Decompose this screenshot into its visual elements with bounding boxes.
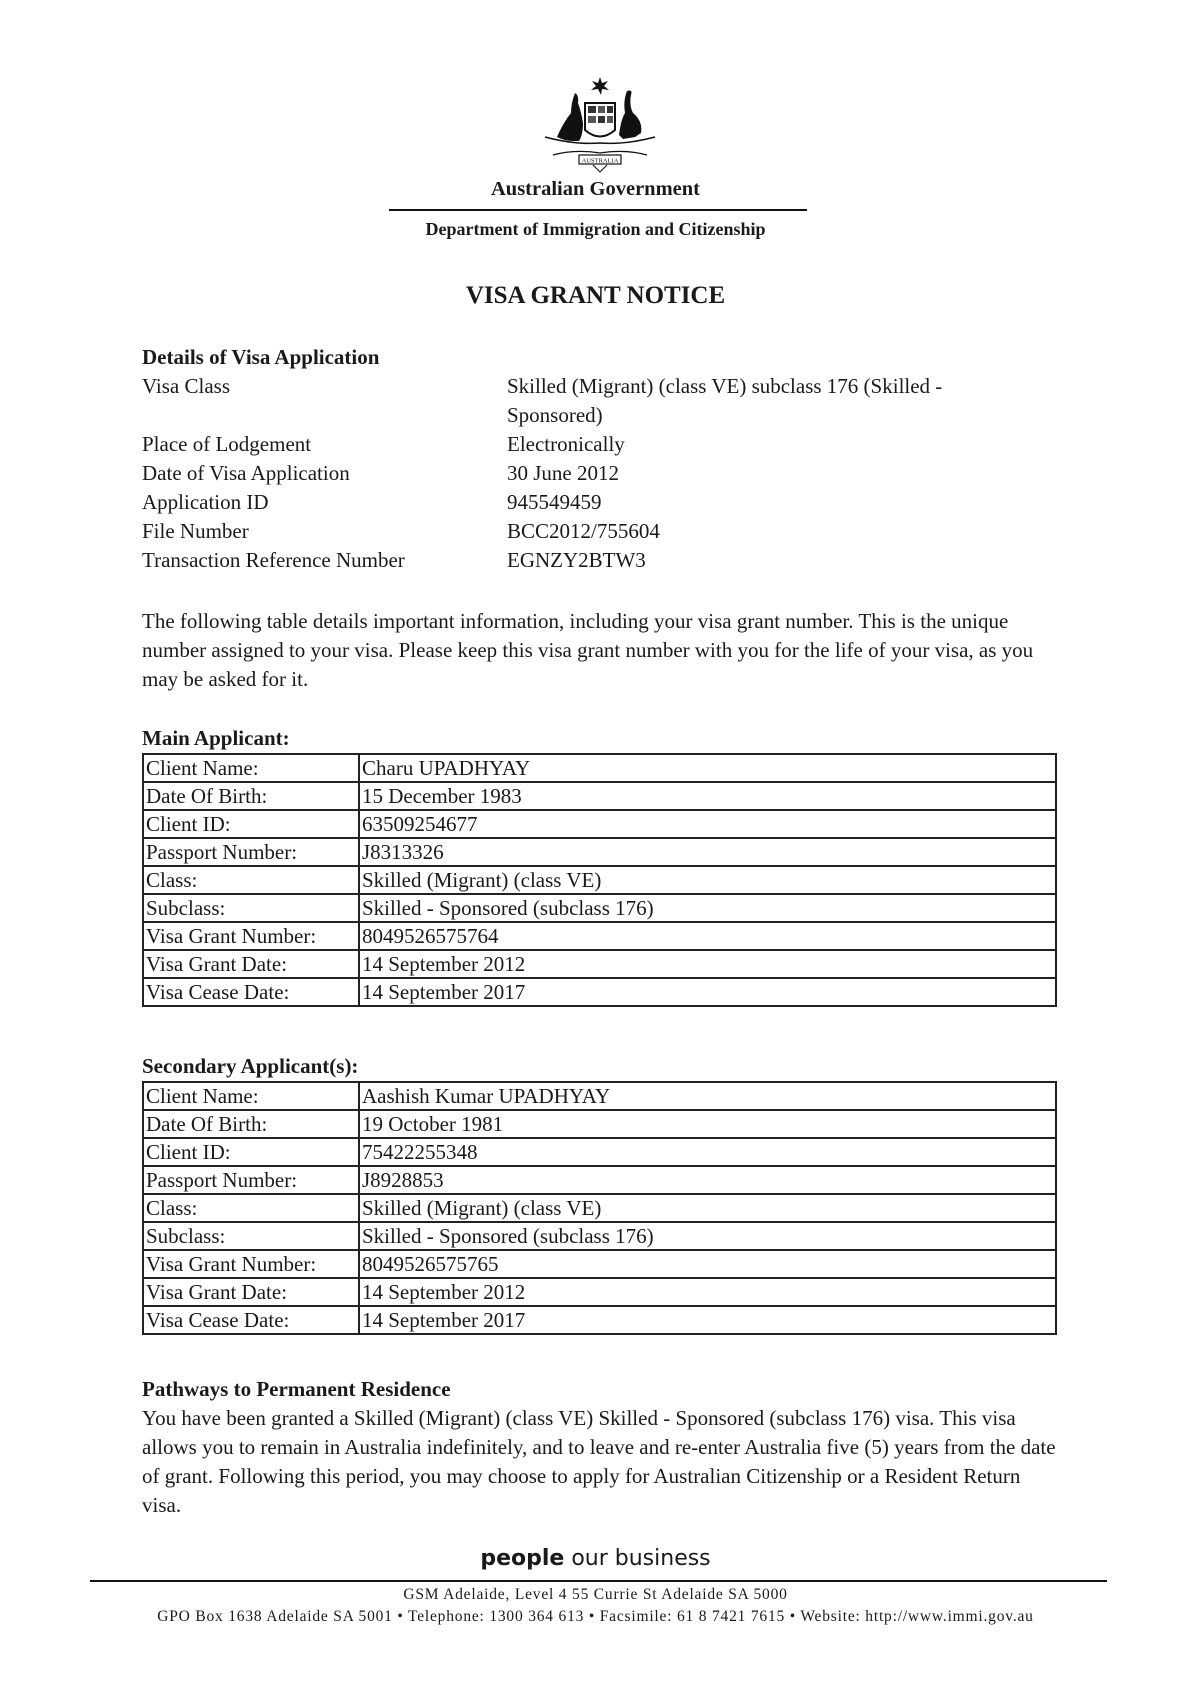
row-value: 14 September 2012 (359, 950, 1056, 978)
footer-tagline (0, 1546, 1191, 1571)
table-row (143, 1278, 1056, 1306)
row-label: Visa Grant Date: (143, 950, 359, 978)
table-row (143, 838, 1056, 866)
detail-label: Place of Lodgement (142, 432, 312, 456)
footer-address: GSM Adelaide, Level 4 55 Currie St Adelaide SA 5000 (403, 1586, 788, 1603)
row-value: 19 October 1981 (359, 1110, 1056, 1138)
row-label: Visa Cease Date: (143, 978, 359, 1006)
row-label: Date Of Birth: (143, 782, 359, 810)
row-label: Passport Number: (143, 1166, 359, 1194)
application-details-heading: Details of Visa Application (142, 345, 380, 369)
detail-value: BCC2012/755604 (507, 519, 660, 543)
intro-paragraph: The following table details important information, including your visa grant number. This is the unique number assigned to your visa. Please keep this visa grant number with you for the life of your visa, as you may be asked for it. (142, 609, 1034, 691)
row-value: J8313326 (359, 838, 1056, 866)
row-label: Visa Grant Number: (143, 922, 359, 950)
table-row (143, 1138, 1056, 1166)
detail-row-file-number (142, 517, 1027, 546)
detail-label: Visa Class (142, 374, 230, 398)
department-name: Department of Immigration and Citizenship (425, 219, 766, 239)
svg-text:AUSTRALIA: AUSTRALIA (581, 157, 619, 165)
row-value: 14 September 2017 (359, 978, 1056, 1006)
detail-row-place-of-lodgement (142, 430, 1027, 459)
table-row (143, 950, 1056, 978)
detail-value: EGNZY2BTW3 (507, 548, 646, 572)
table-row (143, 1082, 1056, 1110)
table-row (143, 866, 1056, 894)
detail-label: File Number (142, 519, 249, 543)
row-label: Class: (143, 866, 359, 894)
row-label: Visa Cease Date: (143, 1306, 359, 1334)
row-label: Client Name: (143, 1082, 359, 1110)
row-value: Skilled - Sponsored (subclass 176) (359, 1222, 1056, 1250)
detail-row-application-date (142, 459, 1027, 488)
table-row (143, 978, 1056, 1006)
detail-row-visa-class (142, 372, 1027, 430)
row-label: Visa Grant Number: (143, 1250, 359, 1278)
table-row (143, 1166, 1056, 1194)
row-label: Date Of Birth: (143, 1110, 359, 1138)
row-label: Class: (143, 1194, 359, 1222)
row-label: Client ID: (143, 810, 359, 838)
detail-value: 30 June 2012 (507, 461, 619, 485)
detail-label: Application ID (142, 490, 269, 514)
detail-label: Transaction Reference Number (142, 548, 405, 572)
pathways-heading: Pathways to Permanent Residence (142, 1377, 451, 1401)
pathways-paragraph: You have been granted a Skilled (Migrant) (class VE) Skilled - Sponsored (subclass 176) visa. This visa allows you to remain in Australia indefinitely, and to leave and re-enter Australia five (5) years from the date of grant. Following this period, you may choose to apply for Australian Citizenship or a Resident Return visa. (142, 1406, 1056, 1517)
table-row (143, 810, 1056, 838)
detail-row-transaction-reference (142, 546, 1027, 575)
government-title: Australian Government (491, 178, 700, 200)
row-value: Skilled (Migrant) (class VE) (359, 1194, 1056, 1222)
table-row (143, 1110, 1056, 1138)
application-details (142, 372, 1027, 575)
row-value: 15 December 1983 (359, 782, 1056, 810)
detail-value: 945549459 (507, 490, 602, 514)
table-row (143, 754, 1056, 782)
row-value: J8928853 (359, 1166, 1056, 1194)
detail-value: Skilled (Migrant) (class VE) subclass 176 (Skilled - Sponsored) (507, 374, 943, 427)
secondary-applicant-heading: Secondary Applicant(s): (142, 1054, 359, 1078)
tagline-rest: our business (564, 1546, 711, 1571)
header-divider (389, 209, 807, 211)
row-value: 75422255348 (359, 1138, 1056, 1166)
row-value: 14 September 2017 (359, 1306, 1056, 1334)
main-applicant-heading: Main Applicant: (142, 726, 290, 750)
row-value: 63509254677 (359, 810, 1056, 838)
detail-row-application-id (142, 488, 1027, 517)
document-title: VISA GRANT NOTICE (465, 282, 726, 309)
secondary-applicant-table (142, 1081, 1057, 1335)
footer-divider (90, 1580, 1107, 1582)
row-label: Subclass: (143, 894, 359, 922)
row-label: Client ID: (143, 1138, 359, 1166)
detail-value: Electronically (507, 432, 625, 456)
table-row (143, 894, 1056, 922)
row-value: Skilled - Sponsored (subclass 176) (359, 894, 1056, 922)
table-row (143, 1222, 1056, 1250)
row-label: Visa Grant Date: (143, 1278, 359, 1306)
row-label: Passport Number: (143, 838, 359, 866)
footer-contact: GPO Box 1638 Adelaide SA 5001 • Telephone: 1300 364 613 • Facsimile: 61 8 7421 7615 • Website: http://www.immi.gov.au (157, 1608, 1034, 1625)
row-value: Aashish Kumar UPADHYAY (359, 1082, 1056, 1110)
row-value: 8049526575764 (359, 922, 1056, 950)
table-row (143, 1194, 1056, 1222)
row-value: 8049526575765 (359, 1250, 1056, 1278)
table-row (143, 922, 1056, 950)
table-row (143, 782, 1056, 810)
row-label: Subclass: (143, 1222, 359, 1250)
row-label: Client Name: (143, 754, 359, 782)
tagline-bold: people (480, 1546, 565, 1571)
row-value: Skilled (Migrant) (class VE) (359, 866, 1056, 894)
detail-label: Date of Visa Application (142, 461, 350, 485)
main-applicant-table (142, 753, 1057, 1007)
coat-of-arms-icon (535, 75, 665, 173)
table-row (143, 1250, 1056, 1278)
table-row (143, 1306, 1056, 1334)
row-value: 14 September 2012 (359, 1278, 1056, 1306)
row-value: Charu UPADHYAY (359, 754, 1056, 782)
